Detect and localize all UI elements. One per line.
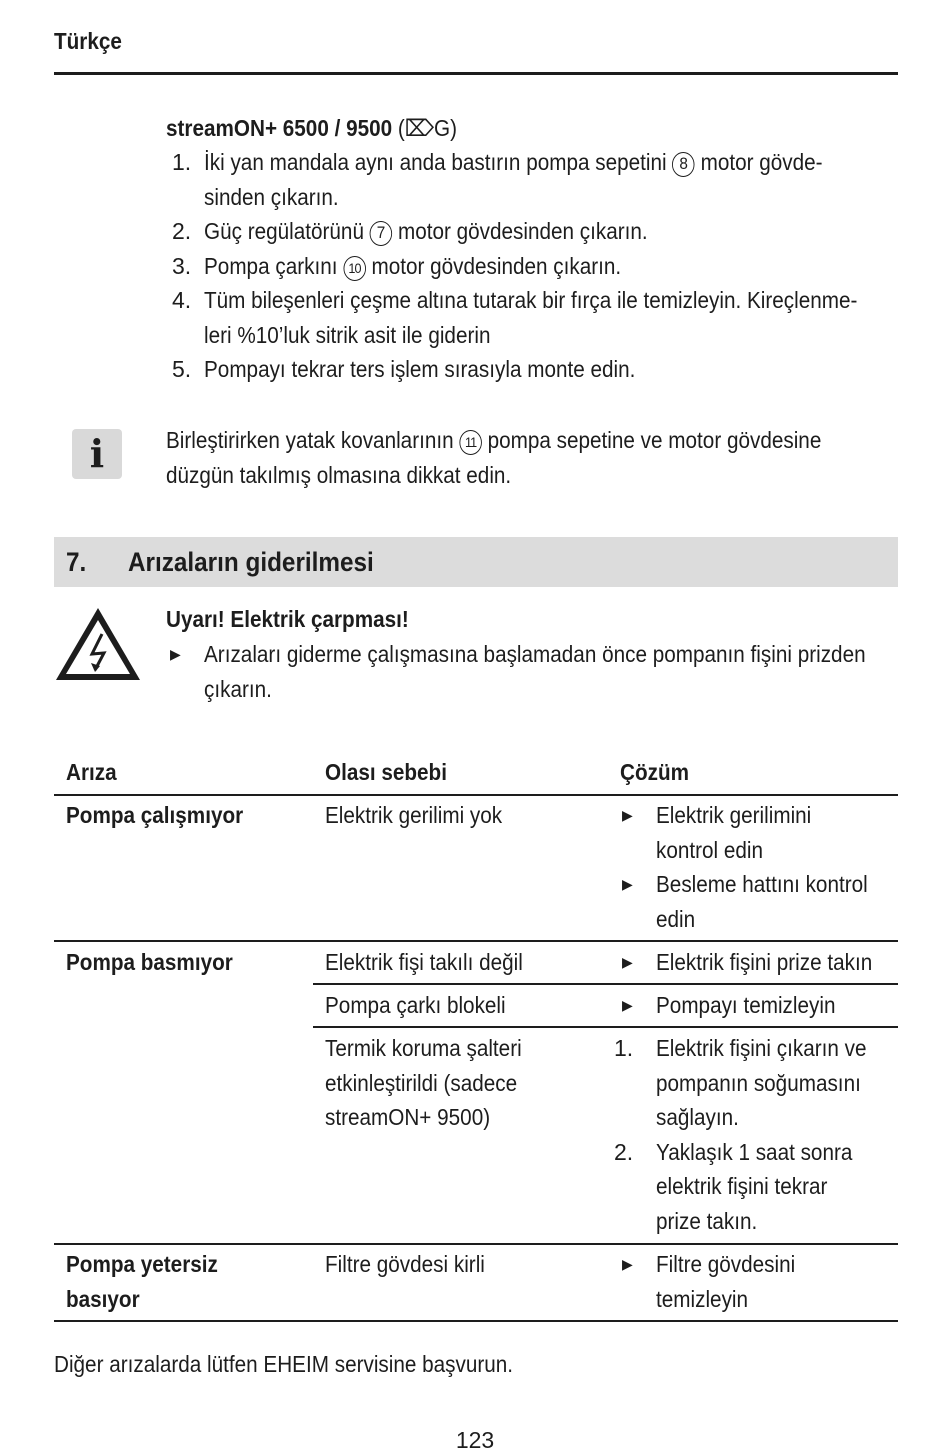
table-cell-fault: Pompa çalışmıyor (66, 802, 244, 828)
electric-hazard-icon (52, 604, 144, 684)
page-number: 123 (455, 1427, 495, 1453)
table-cell-solution: ▶ Filtre gövdesini temizleyin (620, 1247, 811, 1316)
table-cell-cause: Termik koruma şalteri etkinleştirildi (sadece streamON+ 9500) (325, 1035, 522, 1130)
table-cell-cause: Elektrik fişi takılı değil (325, 949, 523, 975)
cleaning-steps-list (166, 145, 898, 387)
bullet-arrow-icon: ▶ (622, 807, 633, 823)
table-cell-cause: Elektrik gerilimi yok (325, 802, 503, 828)
step-item: 3. Pompa çarkını 10 motor gövdesinden çıkarın. (172, 252, 622, 279)
table-header-fault: Arıza (66, 759, 117, 785)
warning-bullet: ▶ Arızaları giderme çalışmasına başlamadan önce pompanın fişini prizden çıkarın. (166, 637, 898, 706)
table-cell-solution: ▶ Elektrik gerilimini kontrol edin ▶ Besleme hattını kontrol edin (620, 798, 891, 936)
step-item: 2. Güç regülatörünü 7 motor gövdesinden çıkarın. (172, 218, 648, 244)
warning-title: Uyarı! Elektrik çarpması! (166, 606, 409, 632)
info-note: Birleştirirken yatak kovanlarının 11 pompa sepetine ve motor gövdesine düzgün takılmış olmasına dikkat edin. (166, 427, 822, 488)
section-number: 7. (66, 547, 87, 577)
table-divider (54, 1243, 898, 1245)
footer-note: Diğer arızalarda lütfen EHEIM servisine başvurun. (54, 1351, 514, 1377)
table-header-cause: Olası sebebi (325, 759, 447, 785)
table-cell-cause: Filtre gövdesi kirli (325, 1251, 485, 1277)
table-divider (54, 940, 898, 942)
table-cell-fault: Pompa yetersiz basıyor (66, 1251, 218, 1312)
ref-number-badge: 7 (370, 221, 393, 246)
table-divider (54, 794, 898, 796)
bullet-arrow-icon: ▶ (622, 997, 633, 1013)
step-item: 5. Pompayı tekrar ters işlem sırasıyla monte edin. (172, 356, 636, 382)
table-divider (54, 1320, 898, 1322)
ref-number-badge: 10 (343, 256, 366, 281)
step-item: 4. Tüm bileşenleri çeşme altına tutarak bir fırça ile temizleyin. Kireçlenme- leri %10’luk sitrik asit ile giderin (172, 287, 858, 348)
section-title: Arızaların giderilmesi (128, 547, 374, 577)
table-divider (313, 1026, 898, 1028)
header-language: Türkçe (54, 28, 122, 54)
table-cell-fault: Pompa basmıyor (66, 949, 233, 975)
bullet-arrow-icon: ▶ (170, 646, 181, 662)
ref-number-badge: 8 (672, 152, 695, 177)
header-divider (54, 72, 898, 75)
bullet-arrow-icon: ▶ (622, 1256, 633, 1272)
info-icon: i (72, 429, 122, 479)
step-item: 1. İki yan mandala aynı anda bastırın pompa sepetini 8 motor gövde- sinden çıkarın. (172, 149, 823, 210)
table-cell-solution: ▶ Elektrik fişini prize takın (620, 945, 896, 980)
bullet-arrow-icon: ▶ (622, 954, 633, 970)
table-cell-cause: Pompa çarkı blokeli (325, 992, 506, 1018)
bullet-arrow-icon: ▶ (622, 876, 633, 892)
table-divider (313, 983, 898, 985)
subsection-title: streamON+ 6500 / 9500 (⌦G) (166, 115, 458, 141)
section-header (54, 537, 898, 587)
table-cell-solution: 1. Elektrik fişini çıkarın ve pompanın soğumasını sağlayın. 2. Yaklaşık 1 saat sonra elektrik fişini tekrar prize takın. (614, 1035, 867, 1234)
table-cell-solution: ▶ Pompayı temizleyin (620, 988, 855, 1023)
table-header-solution: Çözüm (620, 759, 690, 785)
ref-number-badge: 11 (459, 430, 482, 455)
